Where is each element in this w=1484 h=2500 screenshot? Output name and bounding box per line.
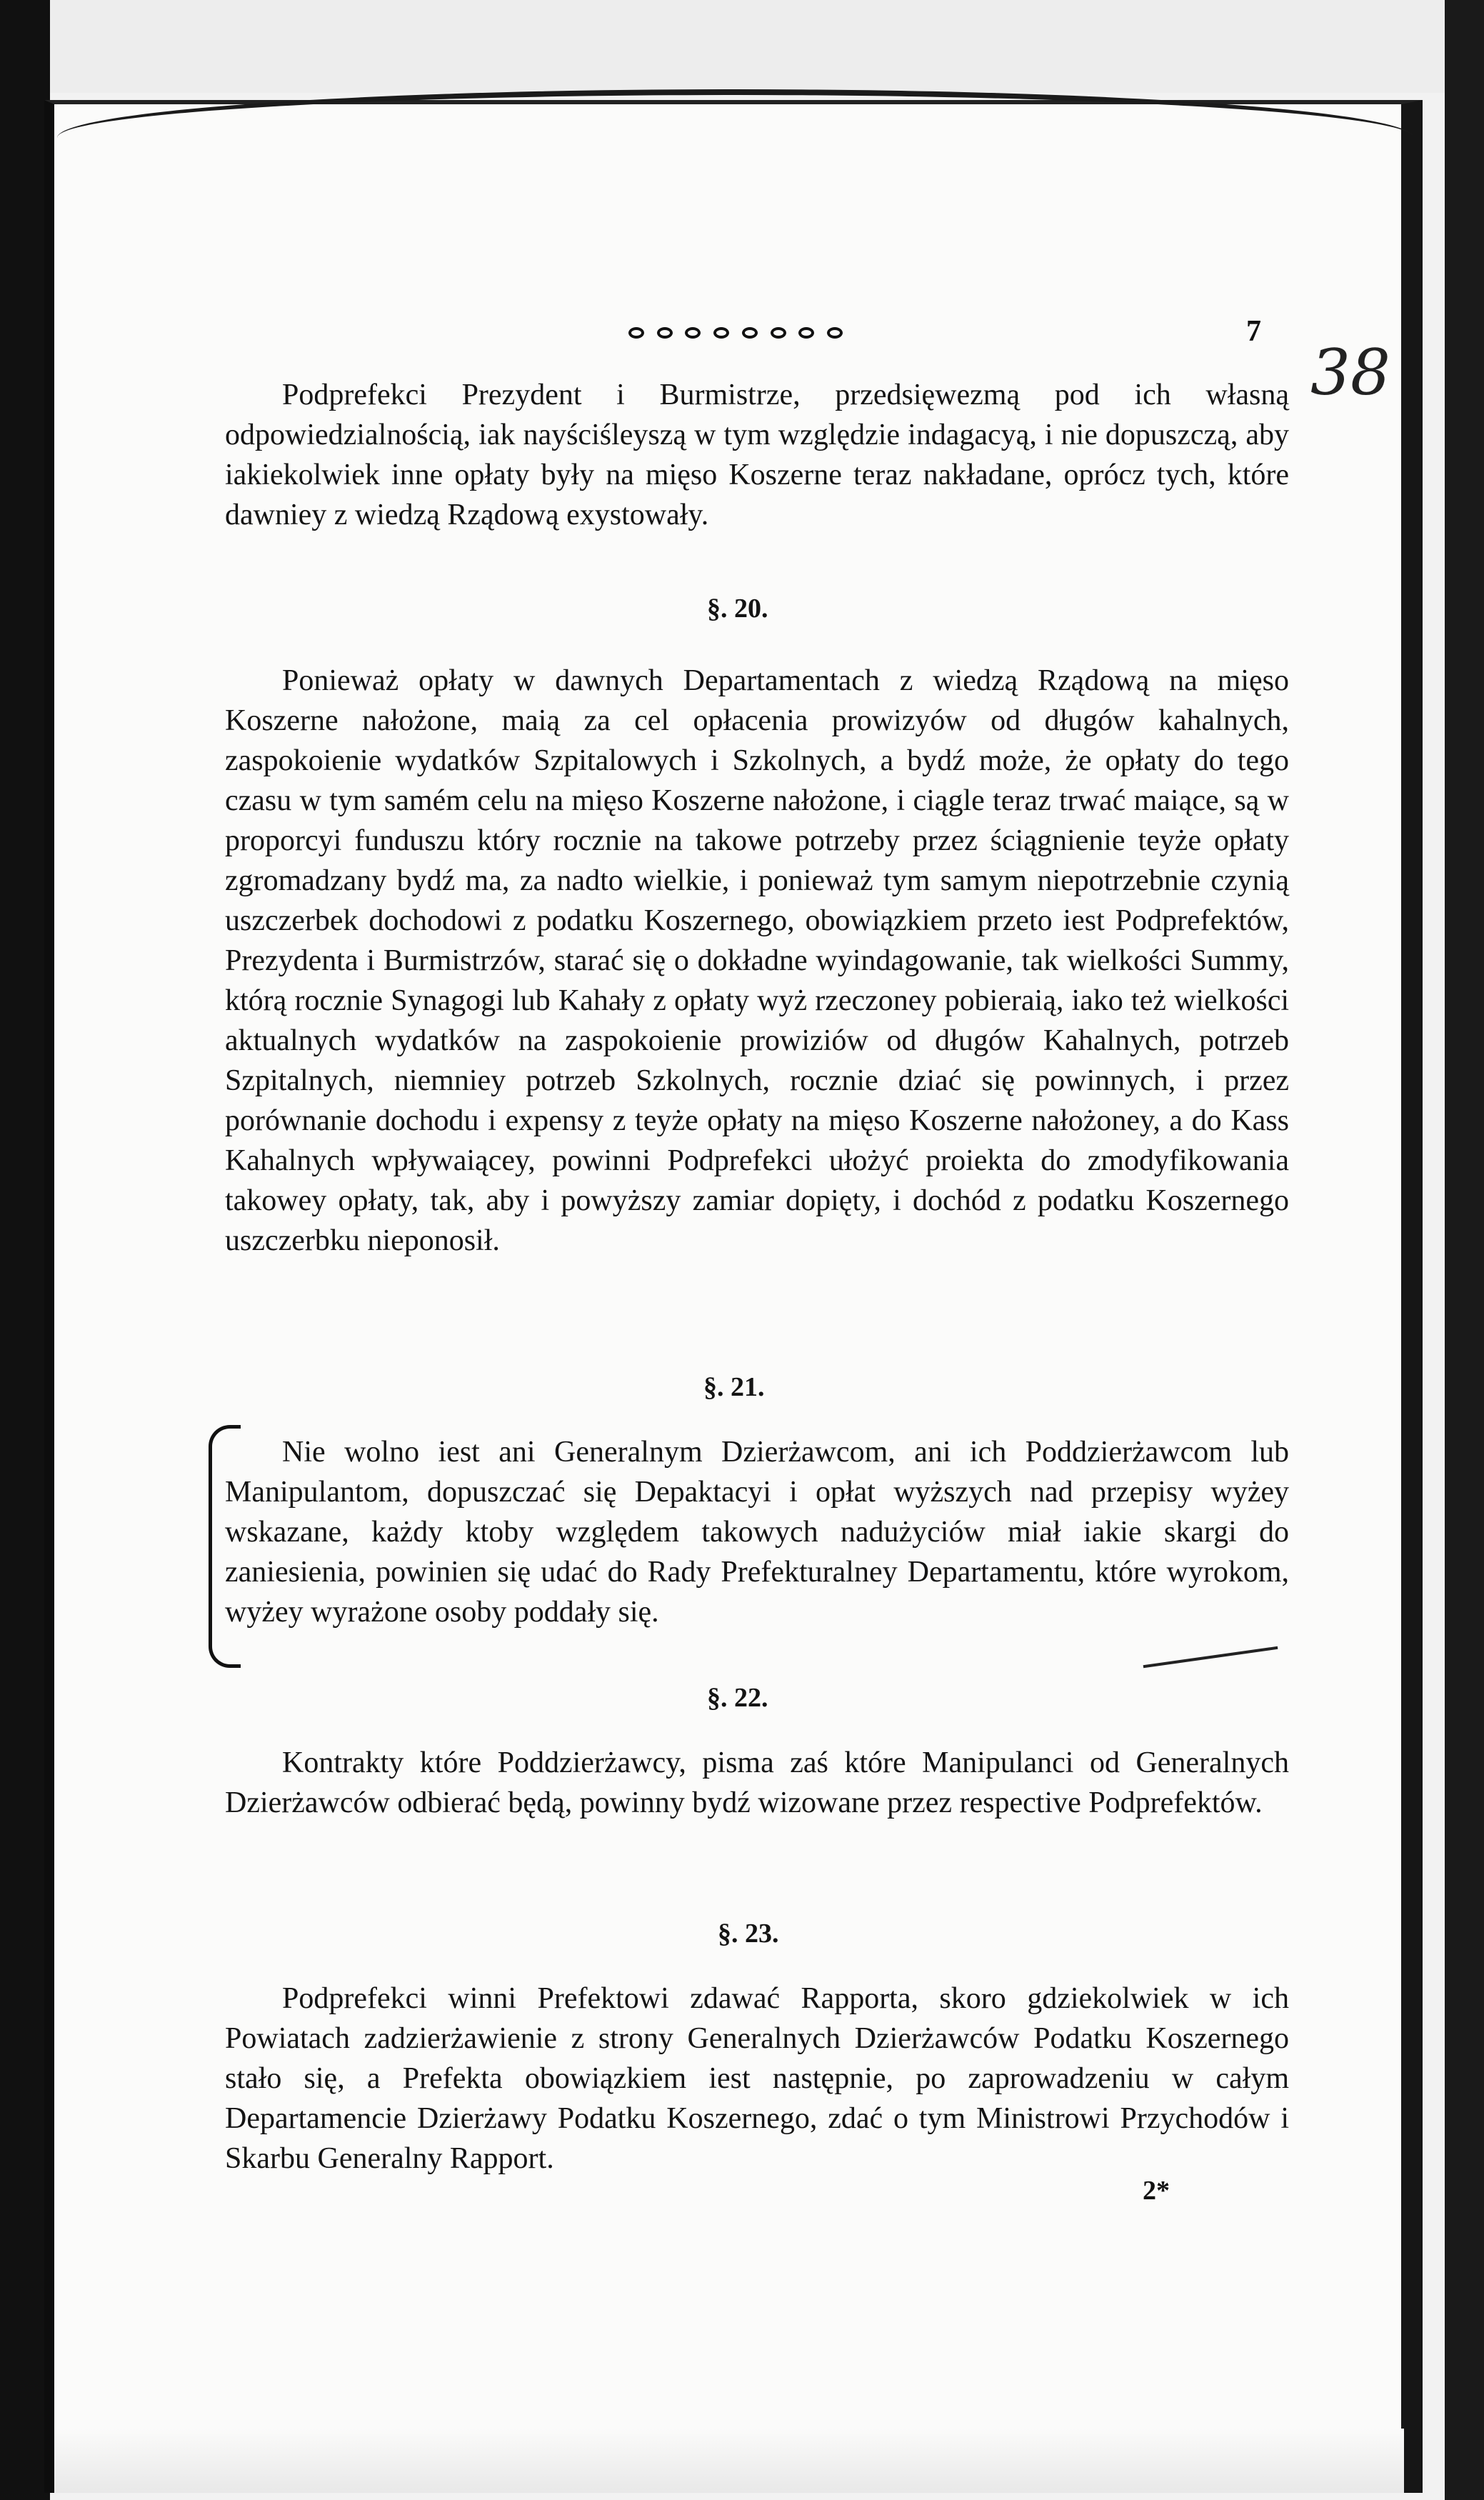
section-23-heading: §. 23. <box>718 1919 779 1949</box>
handwritten-folio-number: 38 <box>1310 336 1390 409</box>
ornament-ring <box>798 327 814 339</box>
section-20-paragraph: Ponieważ opłaty w dawnych Departamentach z wiedzą Rządową na mięso Koszerne nałożone, maią za cel opłacenia prowizyów od długów kahalnych, zaspokoienie wydatków Szpitalowych i Szkolnych, a bydź może, że opłaty do tego czasu w tym samém celu na mięso Koszerne nałożone, i ciągle teraz trwać maiące, są w proporcyi funduszu który rocznie na takowe potrzeby przez ściągnienie teyże opłaty zgromadzany bydź ma, za nadto wielkie, i ponieważ tym samym niepotrzebnie czynią uszczerbek dochodowi z podatku Koszernego, obowiązkiem przeto iest Podprefektów, Prezydenta i Burmistrzów, starać się o dokładne wyindagowanie, tak wielkości Summy, którą rocznie Synagogi lub Kahały z opłaty wyż rzeczoney pobieraią, iako też wielkości aktualnych wydatków na zaspokoienie prowiziów od długów Kahalnych, potrzeb Szpitalnych, niemniey potrzeb Szkolnych, rocznie dziać się powinnych, i przez porównanie dochodu i expensy z teyże opłaty na mięso Koszerne nałożoney, a do Kass Kahalnych wpływaiącey, powinni Podprefekci ułożyć proiekta do zmodyfikowania takowey opłaty, tak, aby i powyższy zamiar dopięty, i dochód z podatku Koszernego uszczerbku nieponosił. <box>225 664 1289 1257</box>
ornament-ring <box>713 327 729 339</box>
section-20-block <box>225 661 1289 1261</box>
section-22-block <box>225 1743 1289 1823</box>
book-binding-left <box>0 0 50 2500</box>
ornament-ring <box>771 327 786 339</box>
section-22-paragraph: Kontrakty które Poddzierżawcy, pisma zaś które Manipulanci od Generalnych Dzierżawców odbierać będą, powinny bydź wizowane przez respective Podprefektów. <box>225 1746 1289 1819</box>
page-edge-right <box>1445 0 1484 2500</box>
section-21-paragraph: Nie wolno iest ani Generalnym Dzierżawcom, ani ich Poddzierżawcom lub Manipulantom, dopuszczać się Depaktacyi i opłat wyższych nad przepisy wyżey wskazane, każdy ktoby względem takowych nadużyciów miał iakie skargi do zaniesienia, powinien się udać do Rady Prefekturalney Departamentu, które wyrokom, wyżey wyrażone osoby poddały się. <box>225 1436 1289 1629</box>
page-curl-edge <box>57 89 1414 138</box>
scan-background-top <box>0 0 1484 93</box>
page-number: 7 <box>1246 315 1261 348</box>
section-21-heading: §. 21. <box>703 1372 765 1402</box>
header-ornament <box>628 325 843 341</box>
section-21-block <box>225 1432 1289 1632</box>
section-20-heading: §. 20. <box>707 594 768 624</box>
ornament-ring <box>742 327 758 339</box>
section-22-heading: §. 22. <box>707 1683 768 1713</box>
ornament-ring <box>628 327 644 339</box>
ornament-ring <box>657 327 673 339</box>
ornament-ring <box>827 327 843 339</box>
section-23-paragraph: Podprefekci winni Prefektowi zdawać Rapporta, skoro gdziekolwiek w ich Powiatach zadzierżawienie z strony Generalnych Dzierżawców Podatku Koszernego stało się, a Prefekta obowiązkiem iest następnie, po zaprowadzeniu w całym Departamencie Dzierżawy Podatku Koszernego, zdać o tym Ministrowi Przychodów i Skarbu Generalny Rapport. <box>225 1982 1289 2175</box>
intro-paragraph: Podprefekci Prezydent i Burmistrze, przedsięwezmą pod ich własną odpowiedzialnością, iak nayściśleyszą w tym względzie indagacyą, i nie dopuszczą, aby iakiekolwiek inne opłaty były na mięso Koszerne teraz nakładane, oprócz tych, które dawniey z wiedzą Rządową exystowały. <box>225 379 1289 531</box>
section-23-block <box>225 1979 1289 2179</box>
printer-signature-mark: 2* <box>1143 2176 1170 2206</box>
ornament-ring <box>685 327 701 339</box>
page-bottom-shadow <box>54 2429 1404 2493</box>
intro-paragraph-block <box>225 375 1289 535</box>
